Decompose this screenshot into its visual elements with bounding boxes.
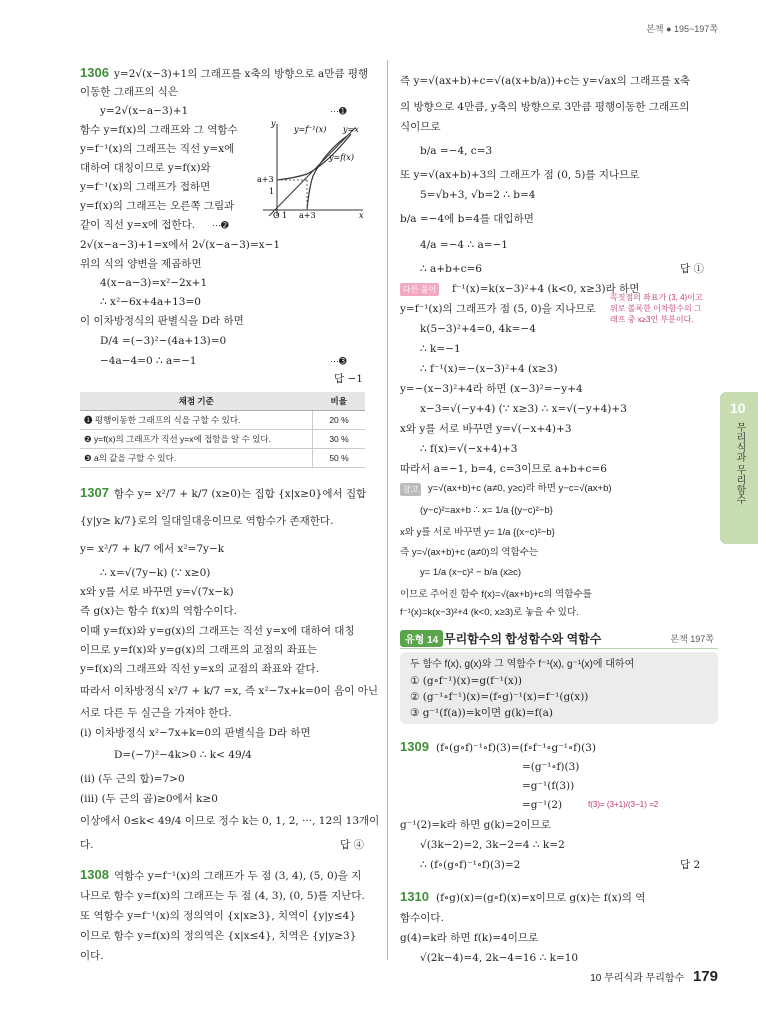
graph-label-inverse: y=f⁻¹(x) (294, 125, 327, 134)
footer-chapter: 10 무리식과 무리함수 (590, 973, 685, 984)
alt-line: ∴ k=−1 (420, 343, 461, 355)
p1309-line: =g⁻¹(2) (522, 799, 563, 811)
graph-label-f: y=f(x) (329, 153, 354, 162)
table-row (80, 411, 365, 430)
p1307-line: 따라서 이차방정식 x²/7 + k/7 =x, 즉 x²−7x+k=0이 음이 아닌 (80, 685, 378, 697)
alt-line: f⁻¹(x)=k(x−3)²+4 (k<0, x≥3)라 하면 (452, 283, 640, 295)
step-mark-1: ···➊ (330, 106, 347, 116)
type-14-tag: 유형 14 (400, 630, 443, 647)
p1307-line: 다. (80, 839, 94, 851)
p1307-line: 이때 y=f(x)와 y=g(x)의 그래프는 직선 y=x에 대하여 대칭 (80, 625, 355, 637)
p1307-line: 이므로 y=f(x)와 y=g(x)의 그래프의 교점의 좌표는 (80, 644, 318, 656)
graph-x-tick-a3: a+3 (299, 211, 316, 218)
type14-line: ① (g∘f⁻¹)(x)=g(f⁻¹(x)) (410, 675, 523, 687)
p1308-line: 이다. (80, 950, 104, 962)
p1307-line: 함수 y= x²/7 + k/7 (x≥0)는 집합 {x|x≥0}에서 집합 (114, 488, 367, 500)
alt-line: y=−(x−3)²+4라 하면 (x−3)²=−y+4 (400, 383, 583, 395)
graph-x-axis-label: x (359, 211, 364, 218)
problem-number-1310: 1310 (400, 889, 429, 904)
alt-line: x와 y를 서로 바꾸면 y=√(−x+4)+3 (400, 423, 572, 435)
page-number: 179 (692, 968, 718, 985)
p1306-line: −4a−4=0 ∴ a=−1 (100, 355, 197, 367)
table-cell: 20 % (313, 411, 366, 430)
p1306-line: y=2√(x−a−3)+1 (100, 105, 189, 117)
table-cell: ❶ 평행이동한 그래프의 식을 구할 수 있다. (80, 411, 313, 430)
p1310-line: (f∘g)(x)=(g∘f)(x)=x이므로 g(x)는 f(x)의 역 (436, 892, 646, 904)
type-14-book-ref[interactable]: 본책 197쪽 (670, 634, 714, 644)
p1309-line: =(g⁻¹∘f)(3) (522, 761, 580, 773)
ref-line: 즉 y=√(ax+b)+c (a≠0)의 역함수는 (400, 547, 539, 558)
p1309-line: √(3k−2)=2, 3k−2=4 ∴ k=2 (420, 839, 565, 851)
p1310-line: √(2k−4)=4, 2k−4=16 ∴ k=10 (420, 952, 579, 964)
p1306-line: ∴ x²−6x+4a+13=0 (100, 296, 201, 308)
cont-line: 식이므로 (400, 121, 441, 133)
p1306-line: 이동한 그래프의 식은 (80, 86, 178, 98)
alt-line: k(5−3)²+4=0, 4k=−4 (420, 323, 536, 335)
problem-number-1306: 1306 (80, 65, 109, 80)
p1306-line: y=f⁻¹(x)의 그래프가 접하면 (80, 181, 211, 193)
graph-x-tick-o1: O 1 (273, 211, 288, 218)
type14-line: 두 함수 f(x), g(x)와 그 역함수 f⁻¹(x), g⁻¹(x)에 대하여 (410, 659, 635, 670)
p1307-line: D=(−7)²−4k>0 ∴ k< 49/4 (114, 749, 252, 761)
book-page-reference: 본책 ● 195~197쪽 (646, 24, 718, 34)
ref-line: 이므로 주어진 함수 f(x)=√(ax+b)+c의 역함수를 (400, 589, 592, 600)
p1307-line: (i) 이차방정식 x²−7x+k=0의 판별식을 D라 하면 (80, 727, 311, 739)
p1307-line: 이상에서 0≤k< 49/4 이므로 정수 k는 0, 1, 2, ···, 12의 13개이 (80, 815, 380, 827)
column-divider (387, 60, 388, 960)
p1307-line: (ii) (두 근의 합)=7>0 (80, 773, 185, 785)
answer-1308: 답 ① (680, 263, 704, 275)
reference-tag: 참고 (400, 483, 421, 496)
p1307-line: {y|y≥ k/7}로의 일대일대응이므로 역함수가 존재한다. (80, 515, 334, 527)
p1309-hint: f(3)= (3+1)/(3−1) =2 (588, 800, 659, 809)
p1306-line: 같이 직선 y=x에 접한다. (80, 219, 196, 231)
cont-line: b/a =−4, c=3 (420, 145, 493, 157)
ref-line: y=√(ax+b)+c (a≠0, y≥c)라 하면 y−c=√(ax+b) (428, 483, 612, 494)
p1306-line: D/4 =(−3)²−(4a+13)=0 (100, 335, 227, 347)
graph-label-yx: y=x (343, 125, 359, 134)
tangent-graph (255, 118, 367, 218)
p1306-line: 함수 y=f(x)의 그래프와 그 역함수 (80, 124, 238, 136)
type-14-summary-box (400, 652, 718, 724)
vertex-note: 꼭짓점의 좌표가 (3, 4)이고 위로 볼록한 이차함수의 그래프 중 x≥3인 부분이다. (610, 293, 703, 324)
step-mark-2: ···➋ (212, 220, 229, 230)
p1310-line: 함수이다. (400, 912, 444, 924)
page-footer (590, 968, 718, 985)
graph-y-tick-a3: a+3 (257, 175, 274, 184)
p1306-line: y=f⁻¹(x)의 그래프는 직선 y=x에 (80, 143, 235, 155)
ref-line: (y−c)²=ax+b ∴ x= 1/a {(y−c)²−b} (420, 505, 553, 516)
p1309-line: =g⁻¹(f(3)) (522, 780, 575, 792)
ref-line: f⁻¹(x)=k(x−3)²+4 (k<0, x≥3)로 놓을 수 있다. (400, 607, 579, 618)
p1308-line: 또 역함수 y=f⁻¹(x)의 정의역이 {x|x≥3}, 치역이 {y|y≤4} (80, 910, 357, 922)
answer-1306: 답 −1 (334, 373, 363, 385)
graph-y-axis-label: y (271, 119, 276, 128)
ref-line: x와 y를 서로 바꾸면 y= 1/a {(x−c)²−b} (400, 527, 555, 538)
chapter-title: 무리식과 무리함수 (734, 422, 745, 505)
p1309-line: g⁻¹(2)=k라 하면 g(k)=2이므로 (400, 819, 551, 831)
table-row (80, 449, 365, 468)
problem-number-1307: 1307 (80, 485, 109, 500)
p1308-line: 역함수 y=f⁻¹(x)의 그래프가 두 점 (3, 4), (5, 0)을 지 (114, 870, 362, 882)
table-row (80, 430, 365, 449)
alt-line: y=f⁻¹(x)의 그래프가 점 (5, 0)을 지나므로 (400, 303, 596, 315)
p1306-line: y=f(x)의 그래프는 오른쪽 그림과 (80, 200, 235, 212)
cont-line: ∴ a+b+c=6 (420, 263, 482, 275)
p1306-line: y=2√(x−3)+1의 그래프를 x축의 방향으로 a만큼 평행 (114, 68, 369, 80)
chapter-number: 10 (730, 400, 746, 416)
table-cell: ❸ a의 값을 구할 수 있다. (80, 449, 313, 468)
p1307-line: y=f(x)의 그래프와 직선 y=x의 교점의 좌표와 같다. (80, 663, 320, 675)
answer-1309: 답 2 (680, 859, 701, 871)
cont-line: 4/a =−4 ∴ a=−1 (420, 239, 508, 251)
table-cell: ❷ y=f(x)의 그래프가 직선 y=x에 접함을 알 수 있다. (80, 430, 313, 449)
alt-line: ∴ f⁻¹(x)=−(x−3)²+4 (x≥3) (420, 363, 558, 375)
scoring-criteria-table (80, 392, 365, 468)
cont-line: b/a =−4에 b=4를 대입하면 (400, 213, 534, 225)
cont-line: 즉 y=√(ax+b)+c=√(a(x+b/a))+c는 y=√ax의 그래프를 x축 (400, 75, 691, 87)
p1306-line: 위의 식의 양변을 제곱하면 (80, 258, 202, 270)
type14-line: ③ g⁻¹(f(a))=k이면 g(k)=f(a) (410, 707, 553, 719)
problem-number-1309: 1309 (400, 739, 429, 754)
p1307-line: 서로 다른 두 실근을 가져야 한다. (80, 707, 232, 719)
chapter-side-tab[interactable] (720, 392, 758, 544)
p1306-line: 4(x−a−3)=x²−2x+1 (100, 277, 208, 289)
graph-y-tick-1: 1 (269, 187, 275, 196)
alt-line: ∴ f(x)=√(−x+4)+3 (420, 443, 518, 455)
alt-line: x−3=√(−y+4) (∵ x≥3) ∴ x=√(−y+4)+3 (420, 403, 627, 415)
p1306-line: 이 이차방정식의 판별식을 D라 하면 (80, 315, 244, 327)
type14-line: ② (g⁻¹∘f⁻¹)(x)=(f∘g)⁻¹(x)=f⁻¹(g(x)) (410, 691, 589, 703)
type-14-header (400, 628, 718, 649)
p1308-line: 나므로 함수 y=f(x)의 그래프는 두 점 (4, 3), (0, 5)를 지난다. (80, 890, 365, 902)
table-cell: 50 % (313, 449, 366, 468)
p1307-line: ∴ x=√(7y−k) (∵ x≥0) (100, 567, 211, 579)
p1309-line: ∴ (f∘(g∘f)⁻¹∘f)(3)=2 (420, 859, 521, 871)
p1307-line: 즉 g(x)는 함수 f(x)의 역함수이다. (80, 605, 237, 617)
alt-solution-tag: 다른 풀이 (400, 283, 439, 296)
p1306-line: 2√(x−a−3)+1=x에서 2√(x−a−3)=x−1 (80, 239, 281, 251)
step-mark-3: ···➌ (330, 356, 347, 366)
cont-line: 의 방향으로 4만큼, y축의 방향으로 3만큼 평행이동한 그래프의 (400, 101, 690, 113)
answer-1307: 답 ④ (340, 839, 364, 851)
problem-number-1308: 1308 (80, 867, 109, 882)
p1310-line: g(4)=k라 하면 f(k)=4이므로 (400, 932, 539, 944)
table-cell: 30 % (313, 430, 366, 449)
ref-line: y= 1/a (x−c)² − b/a (x≥c) (420, 567, 522, 578)
p1307-line: y= x²/7 + k/7 에서 x²=7y−k (80, 543, 225, 555)
table-header-criteria: 채점 기준 (80, 392, 313, 411)
p1307-line: x와 y를 서로 바꾸면 y=√(7x−k) (80, 586, 234, 598)
p1307-line: (iii) (두 근의 곱)≥0에서 k≥0 (80, 793, 218, 805)
cont-line: 5=√b+3, √b=2 ∴ b=4 (420, 189, 536, 201)
alt-line: 따라서 a=−1, b=4, c=3이므로 a+b+c=6 (400, 463, 607, 475)
p1309-line: (f∘(g∘f)⁻¹∘f)(3)=(f∘f⁻¹∘g⁻¹∘f)(3) (436, 742, 597, 754)
table-header-ratio: 비율 (313, 392, 366, 411)
cont-line: 또 y=√(ax+b)+3의 그래프가 점 (0, 5)를 지나므로 (400, 169, 640, 181)
type-14-title: 무리함수의 합성함수와 역함수 (444, 632, 602, 646)
p1308-line: 이므로 함수 y=f(x)의 정의역은 {x|x≤4}, 치역은 {y|y≥3} (80, 930, 357, 942)
p1306-line: 대하여 대칭이므로 y=f(x)와 (80, 162, 211, 174)
